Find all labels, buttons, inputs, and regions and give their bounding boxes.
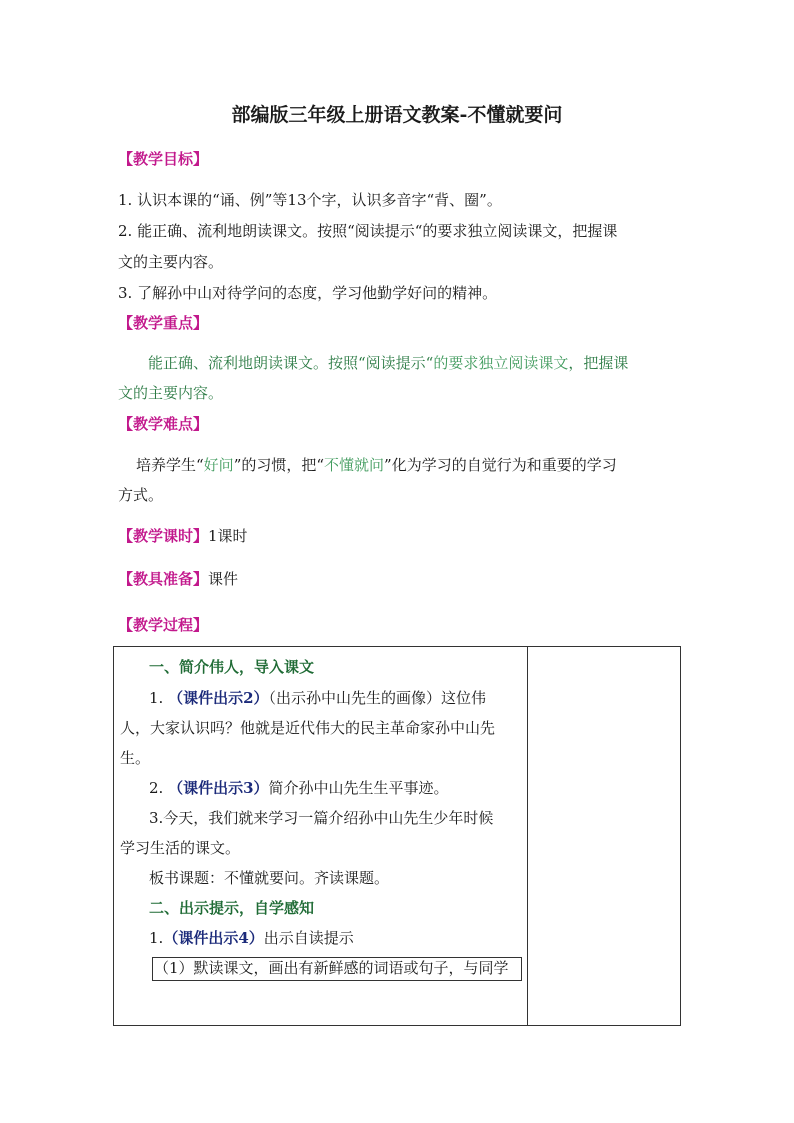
difficulty-text-c: ”的习惯，把“	[233, 456, 325, 474]
page-title: 部编版三年级上册语文教案-不懂就要问	[231, 104, 563, 126]
step-1-text: （出示孙中山先生的画像）这位伟	[268, 689, 487, 707]
step-2-num: 2.	[149, 779, 169, 797]
difficulty-text-e: ”化为学习的自觉行为和重要的学习	[384, 456, 617, 474]
key-text-b: 的要求独立阅读课文	[433, 354, 569, 372]
table-column-divider	[527, 646, 528, 1026]
tools-value: 课件	[208, 570, 239, 588]
step-3-line-1: 3.今天，我们就来学习一篇介绍孙中山先生少年时候	[149, 809, 494, 827]
goal-item-1: 1. 认识本课的“诵、例”等13个字，认识多音字“背、圈”。	[118, 191, 502, 209]
tools-heading: 【教具准备】	[118, 570, 209, 588]
reading-tip-1: （1）默读课文，画出有新鲜感的词语或句子，与同学	[154, 959, 509, 977]
step-s2-1-num: 1.	[149, 929, 164, 947]
step-1-tag: （课件出示2）	[168, 689, 269, 707]
step-2-line	[149, 781, 449, 796]
process-heading: 【教学过程】	[118, 616, 209, 634]
step-2-tag: （课件出示3）	[168, 779, 269, 797]
hours-line	[118, 529, 248, 544]
key-line-1	[148, 356, 628, 371]
key-line-2: 文的主要内容。	[118, 384, 224, 402]
key-heading: 【教学重点】	[118, 314, 209, 332]
board-line: 板书课题：不懂就要问。齐读课题。	[149, 869, 390, 887]
step-1-line-3: 生。	[120, 749, 151, 767]
key-text-c: ，把握课	[568, 354, 629, 372]
section-1-title: 一、简介伟人，导入课文	[149, 658, 315, 676]
key-text-a: 能正确、流利地朗读课文。按照“阅读提示“	[148, 354, 434, 372]
difficulty-line-1	[136, 458, 617, 473]
goal-item-2-cont: 文的主要内容。	[118, 253, 224, 271]
hours-value: 1课时	[208, 527, 248, 545]
step-1-line-1	[149, 691, 486, 706]
tools-line	[118, 572, 238, 587]
difficulty-text-a: 培养学生“	[136, 456, 204, 474]
goals-heading: 【教学目标】	[118, 150, 209, 168]
step-3-line-2: 学习生活的课文。	[120, 839, 241, 857]
step-1-num: 1.	[149, 689, 169, 707]
difficulty-heading: 【教学难点】	[118, 415, 209, 433]
difficulty-line-2: 方式。	[118, 486, 164, 504]
step-s2-1-tag: （课件出示4）	[163, 929, 264, 947]
step-1-line-2: 人，大家认识吗？他就是近代伟大的民主革命家孙中山先	[120, 719, 496, 737]
step-s2-1-line	[149, 931, 354, 946]
goal-item-2: 2. 能正确、流利地朗读课文。按照“阅读提示“的要求独立阅读课文，把握课	[118, 222, 618, 240]
difficulty-text-d: 不懂就问	[324, 456, 385, 474]
difficulty-text-b: 好问	[203, 456, 234, 474]
step-s2-1-text: 出示自读提示	[263, 929, 354, 947]
section-2-title: 二、出示提示，自学感知	[149, 899, 315, 917]
hours-heading: 【教学课时】	[118, 527, 209, 545]
goal-item-3: 3. 了解孙中山对待学问的态度，学习他勤学好问的精神。	[118, 284, 498, 302]
step-2-text: 简介孙中山先生生平事迹。	[268, 779, 449, 797]
